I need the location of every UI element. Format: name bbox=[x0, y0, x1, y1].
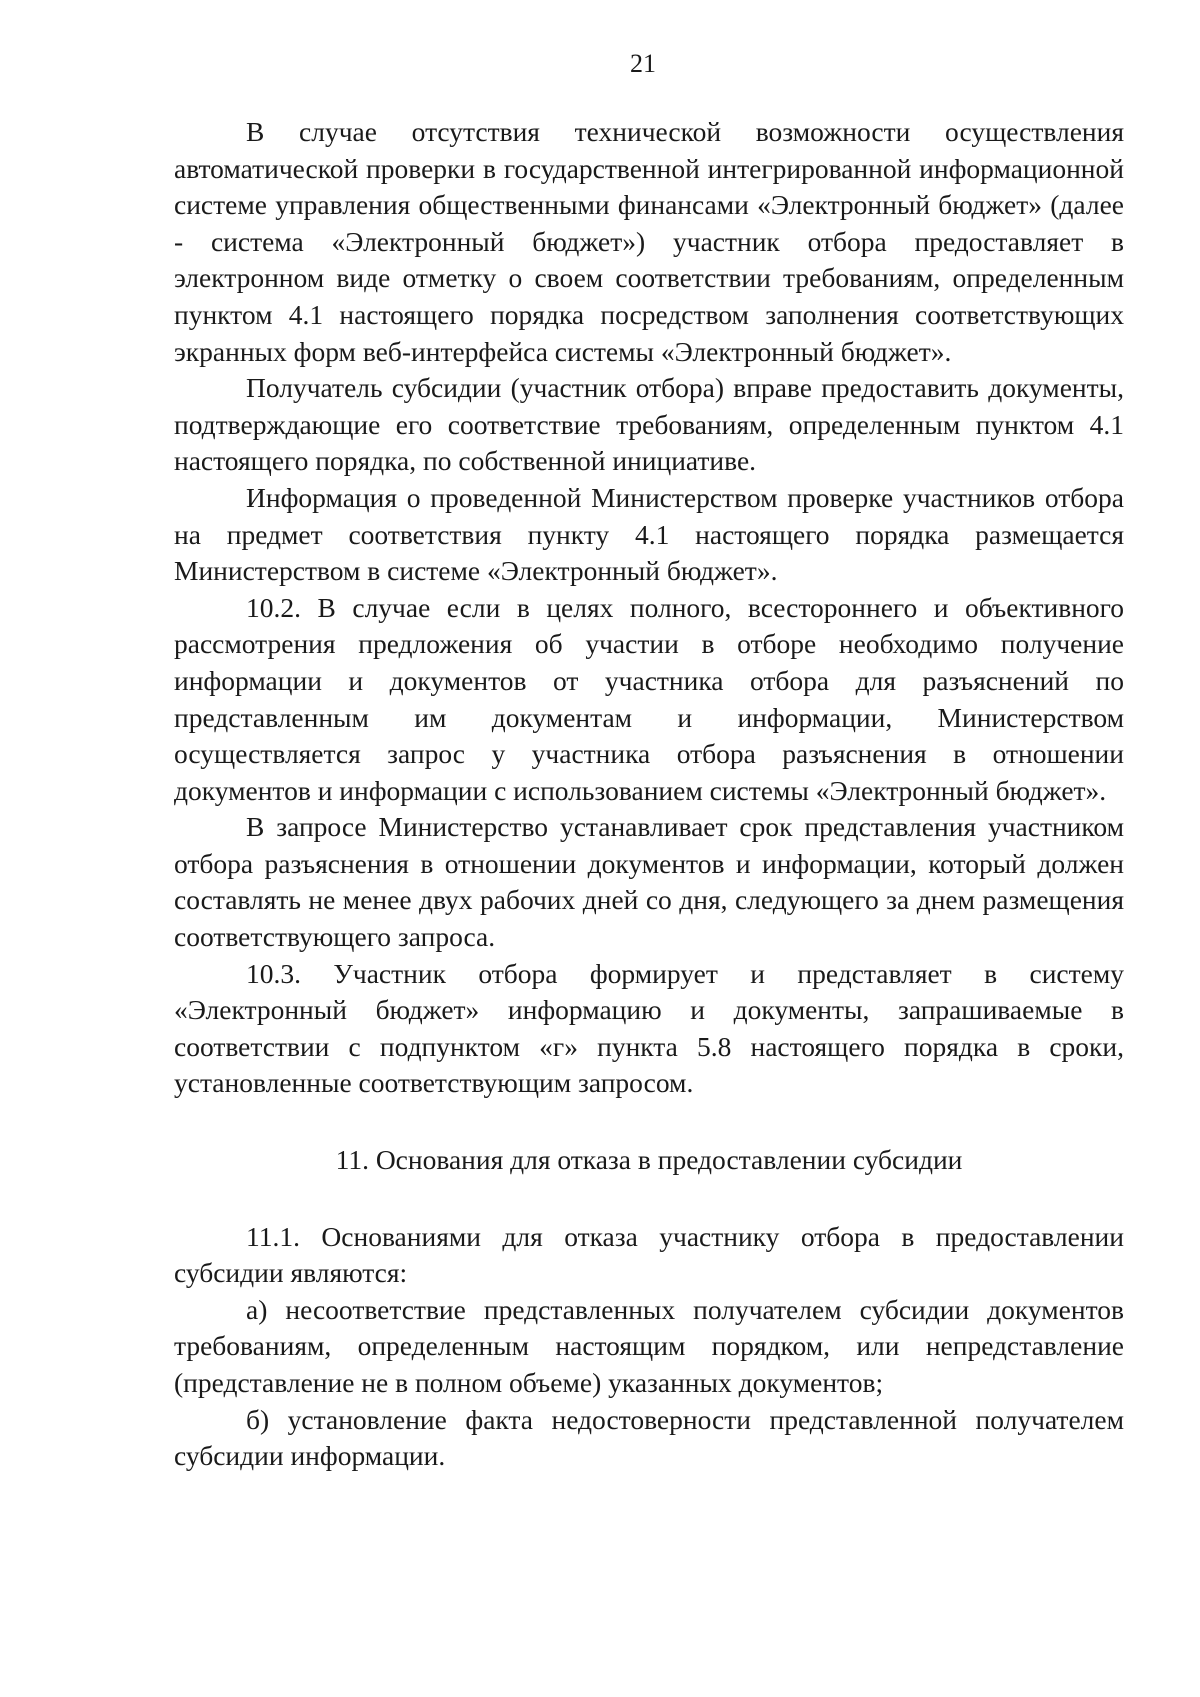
paragraph: В запросе Министерство устанавливает срок представления участником отбора разъяснения в отношении документов и информации, который должен составлять не менее двух рабочих дней со дня, следующего за днем размещения соответствующего запроса. bbox=[174, 811, 1124, 953]
page-number: 21 bbox=[630, 49, 656, 78]
paragraph: В случае отсутствия технической возможности осуществления автоматической проверки в государственной интегрированной информационной системе управления общественными финансами «Электронный бюджет» (далее - система «Электронный бюджет») участник отбора предоставляет в электронном виде отметку о своем соответствии требованиям, определенным пунктом 4.1 настоящего порядка посредством заполнения соответствующих экранных форм веб-интерфейса системы «Электронный бюджет». bbox=[174, 116, 1124, 367]
paragraph: 10.2. В случае если в целях полного, всестороннего и объективного рассмотрения предложения об участии в отборе необходимо получение информации и документов от участника отбора для разъяснений по представленным им документам и информации, Министерством осуществляется запрос у участника отбора разъяснения в отношении документов и информации с использованием системы «Электронный бюджет». bbox=[174, 591, 1124, 806]
paragraph: Информация о проведенной Министерством проверке участников отбора на предмет соответствия пункту 4.1 настоящего порядка размещается Министерством в системе «Электронный бюджет». bbox=[174, 481, 1124, 587]
paragraph: б) установление факта недостоверности представленной получателем субсидии информации. bbox=[174, 1403, 1124, 1472]
paragraph: а) несоответствие представленных получателем субсидии документов требованиям, определенным настоящим порядком, или непредставление (представление не в полном объеме) указанных документов; bbox=[174, 1293, 1124, 1398]
section-heading: 11. Основания для отказа в предоставлении субсидии bbox=[335, 1144, 963, 1176]
document-body bbox=[174, 114, 1124, 1475]
paragraph: 11.1. Основаниями для отказа участнику отбора в предоставлении субсидии являются: bbox=[174, 1220, 1124, 1289]
paragraph: 10.3. Участник отбора формирует и представляет в систему «Электронный бюджет» информацию и документы, запрашиваемые в соответствии с подпунктом «г» пункта 5.8 настоящего порядка в сроки, установленные соответствующим запросом. bbox=[174, 957, 1124, 1099]
paragraph: Получатель субсидии (участник отбора) вправе предоставить документы, подтверждающие его соответствие требованиям, определенным пунктом 4.1 настоящего порядка, по собственной инициативе. bbox=[174, 372, 1124, 477]
